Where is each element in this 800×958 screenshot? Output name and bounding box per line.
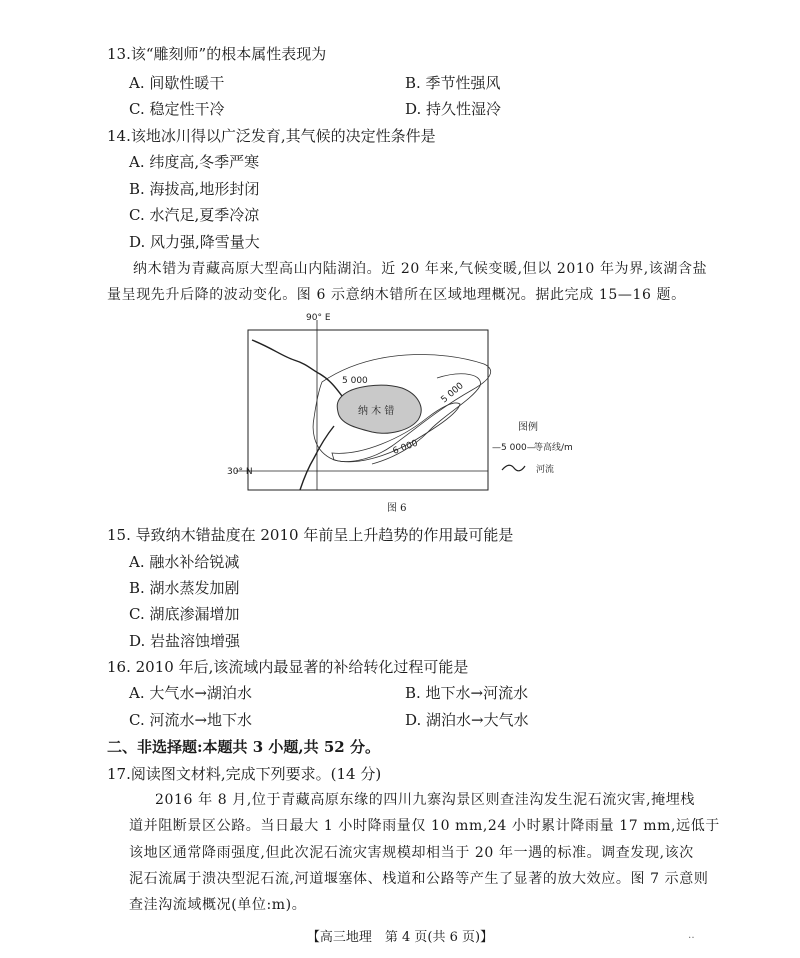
river-northwest: [252, 340, 342, 396]
footer-mark: ‥: [688, 930, 695, 941]
q15-option-d: D. 岩盐溶蚀增强: [129, 632, 241, 650]
q15-option-a: A. 融水补给锐减: [129, 553, 240, 571]
legend-contour-sample: —5 000—: [492, 443, 536, 453]
figure-6-caption: 图 6: [387, 503, 407, 514]
legend-river-icon: [502, 465, 525, 471]
q13-option-b: B. 季节性强风: [405, 74, 501, 92]
contour-label-5000-b: 5 000: [439, 381, 466, 406]
q14-option-a: A. 纬度高,冬季严寒: [129, 153, 260, 171]
section-2-title: 二、非选择题:本题共 3 小题,共 52 分。: [107, 738, 380, 756]
intro-line-2: 量呈现先升后降的波动变化。图 6 示意纳木错所在区域地理概况。据此完成 15—16 题。: [107, 287, 686, 303]
contour-label-5000-a: 5 000: [342, 376, 368, 386]
q17-stem: 17.阅读图文材料,完成下列要求。(14 分): [107, 765, 382, 783]
q13-option-a: A. 间歇性暖干: [129, 74, 225, 92]
q15-stem: 15. 导致纳木错盐度在 2010 年前呈上升趋势的作用最可能是: [107, 526, 514, 544]
q17-para-line-2: 道并阻断景区公路。当日最大 1 小时降雨量仅 10 mm,24 小时累计降雨量 17 mm,远低于: [129, 818, 720, 834]
q17-para-line-1: 2016 年 8 月,位于青藏高原东缘的四川九寨沟景区则查洼沟发生泥石流灾害,掩埋栈: [155, 792, 695, 808]
q15-option-c: C. 湖底渗漏增加: [129, 605, 240, 623]
q16-option-b: B. 地下水→河流水: [405, 684, 529, 702]
q13-option-c: C. 稳定性干冷: [129, 100, 225, 118]
q13-option-d: D. 持久性湿冷: [405, 100, 502, 118]
q16-option-c: C. 河流水→地下水: [129, 711, 253, 729]
q17-para-line-5: 查洼沟流域概况(单位:m)。: [129, 897, 307, 913]
page-footer: 【高三地理 第 4 页(共 6 页)】: [306, 930, 494, 945]
figure-6-map: [222, 308, 592, 498]
q13-stem: 13.该“雕刻师”的根本属性表现为: [107, 45, 327, 63]
legend-title: 图例: [518, 422, 538, 433]
q17-para-line-3: 该地区通常降雨强度,但此次泥石流灾害规模却相当于 20 年一遇的标准。调查发现,该次: [129, 845, 694, 861]
legend-contour-label: 等高线/m: [534, 443, 573, 453]
q16-stem: 16. 2010 年后,该流域内最显著的补给转化过程可能是: [107, 658, 469, 676]
lake-label: 纳 木 错: [358, 406, 395, 417]
latitude-label: 30° N: [227, 467, 253, 477]
contour-label-6000: 6 000: [391, 438, 420, 457]
q14-option-c: C. 水汽足,夏季冷凉: [129, 206, 260, 224]
q14-option-d: D. 风力强,降雪量大: [129, 233, 260, 251]
q14-stem: 14.该地冰川得以广泛发育,其气候的决定性条件是: [107, 127, 436, 145]
intro-line-1: 纳木错为青藏高原大型高山内陆湖泊。近 20 年来,气候变暖,但以 2010 年为界,该湖含盐: [133, 261, 708, 277]
q14-option-b: B. 海拔高,地形封闭: [129, 180, 260, 198]
longitude-label: 90° E: [306, 313, 331, 323]
legend-river-label: 河流: [536, 465, 555, 475]
q16-option-d: D. 湖泊水→大气水: [405, 711, 529, 729]
q16-option-a: A. 大气水→湖泊水: [129, 684, 252, 702]
q15-option-b: B. 湖水蒸发加剧: [129, 579, 240, 597]
q17-para-line-4: 泥石流属于溃决型泥石流,河道堰塞体、栈道和公路等产生了显著的放大效应。图 7 示意则: [129, 871, 709, 887]
